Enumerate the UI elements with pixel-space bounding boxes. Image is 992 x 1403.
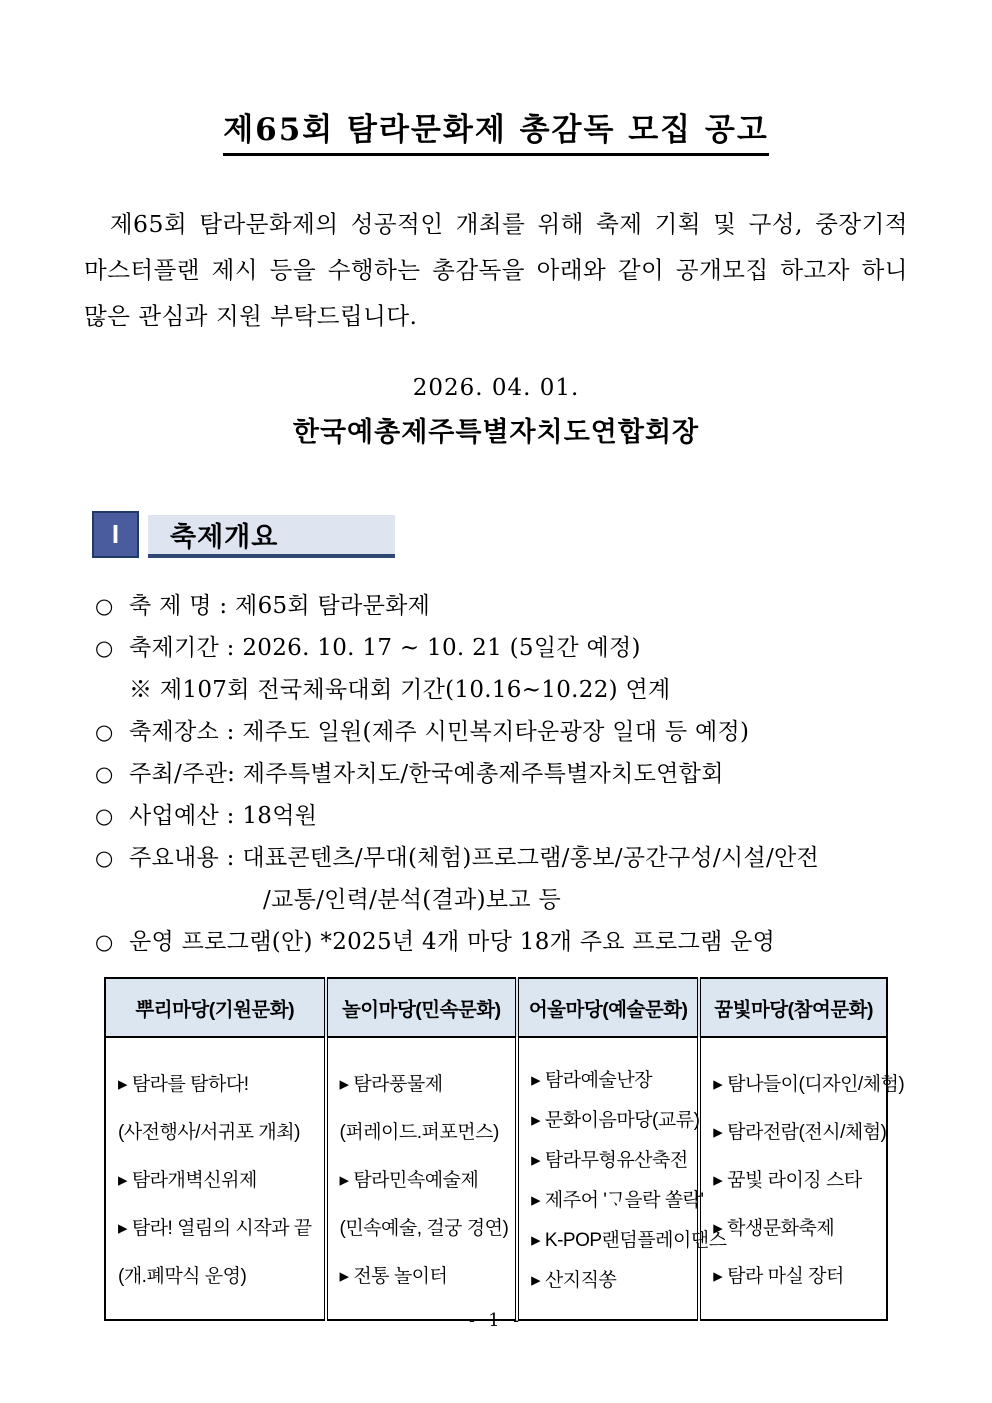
program-list <box>118 1069 318 1288</box>
program-item: ▸ 산지직쏭 <box>531 1270 617 1291</box>
overview-item-text: 축제기간 : 2026. 10. 17 ~ 10. 21 (5일간 예정) <box>129 635 641 661</box>
overview-item-continuation <box>95 881 932 923</box>
program-item: ▸ 탐라 마실 장터 <box>713 1266 844 1287</box>
table-cell-participation <box>699 1037 905 1320</box>
program-item: ▸ 탐라풍물제 <box>339 1074 443 1095</box>
bullet-circle-icon: ○ <box>95 804 114 828</box>
program-table <box>104 977 905 1321</box>
bullet-circle-icon: ○ <box>95 930 114 954</box>
overview-note-text: ※ 제107회 전국체육대회 기간(10.16~10.22) 연계 <box>129 677 671 703</box>
section-title: 축제개요 <box>148 515 395 558</box>
overview-note <box>95 671 932 713</box>
program-item: ▸ 탐라! 열림의 시작과 끝 <box>118 1218 312 1239</box>
bullet-circle-icon: ○ <box>95 720 114 744</box>
table-body-row <box>105 1037 887 1320</box>
overview-item-text: 운영 프로그램(안) *2025년 4개 마당 18개 주요 프로그램 운영 <box>129 929 776 955</box>
program-item: (퍼레이드.퍼포먼스) <box>339 1122 499 1143</box>
program-item: ▸ 탐라개벽신위제 <box>118 1170 257 1191</box>
program-list <box>713 1069 905 1288</box>
program-item: ▸ 탐라예술난장 <box>531 1070 653 1091</box>
table-header-row <box>105 978 887 1037</box>
program-item: ▸ 탐라전람(전시/체험) <box>713 1122 887 1143</box>
page-number: - 1 - <box>468 1311 524 1331</box>
overview-item <box>95 923 932 965</box>
section-numeral-badge: I <box>92 511 139 558</box>
program-item: (민속예술, 걸궁 경연) <box>339 1218 509 1239</box>
overview-item <box>95 629 932 671</box>
document-title <box>0 0 992 149</box>
bullet-circle-icon: ○ <box>95 594 114 618</box>
program-item: ▸ 탐라민속예술제 <box>339 1170 479 1191</box>
bullet-circle-icon: ○ <box>95 846 114 870</box>
overview-item-text: 사업예산 : 18억원 <box>129 803 318 829</box>
overview-item-text: 주요내용 : 대표콘텐츠/무대(체험)프로그램/홍보/공간구성/시설/안전 <box>129 845 820 871</box>
table-cell-play <box>326 1037 518 1320</box>
overview-item <box>95 755 932 797</box>
program-item: ▸ 꿈빛 라이징 스타 <box>713 1170 862 1191</box>
table-cell-roots <box>105 1037 326 1320</box>
program-list <box>531 1065 727 1292</box>
bullet-circle-icon: ○ <box>95 762 114 786</box>
overview-item <box>95 713 932 755</box>
signature-line: 한국예총제주특별자치도연합회장 <box>292 417 700 448</box>
program-item: ▸ 탐나들이(디자인/체험) <box>713 1074 905 1095</box>
table-cell-arts <box>517 1037 727 1320</box>
overview-item-text: 축 제 명 : 제65회 탐라문화제 <box>129 593 431 619</box>
date-line: 2026. 04. 01. <box>412 375 580 401</box>
overview-item-text: /교통/인력/분석(결과)보고 등 <box>263 887 562 913</box>
overview-item <box>95 797 932 839</box>
bullet-circle-icon: ○ <box>95 636 114 660</box>
overview-item <box>95 839 932 881</box>
program-item: (사전행사/서귀포 개최) <box>118 1122 300 1143</box>
document-title-text: 제65회 탐라문화제 총감독 모집 공고 <box>223 112 769 156</box>
overview-item-text: 주최/주관: 제주특별자치도/한국예총제주특별자치도연합회 <box>129 761 724 787</box>
intro-paragraph: 제65회 탐라문화제의 성공적인 개최를 위해 축제 기획 및 구성, 중장기적 마스터플랜 제시 등을 수행하는 총감독을 아래와 같이 공개모집 하고자 하니 많은 관심과 지원 부탁드립니다. <box>84 210 908 330</box>
table-header-cell: 놀이마당(민속문화) <box>326 978 518 1037</box>
program-item: ▸ 탐라무형유산축전 <box>531 1150 688 1171</box>
section-header <box>92 511 992 561</box>
program-item: ▸ 학생문화축제 <box>713 1218 835 1239</box>
table-header-cell: 꿈빛마당(참여문화) <box>699 978 887 1037</box>
overview-item-text: 축제장소 : 제주도 일원(제주 시민복지타운광장 일대 등 예정) <box>129 719 750 745</box>
program-item: (개.폐막식 운영) <box>118 1266 247 1287</box>
program-item: ▸ K-POP랜덤플레이댄스 <box>531 1230 727 1251</box>
program-item: ▸ 전통 놀이터 <box>339 1266 448 1287</box>
program-list <box>340 1069 510 1288</box>
program-item: ▸ 제주어 'ᄀᆞ을락 쏠락' <box>531 1190 704 1211</box>
table-header-cell: 어울마당(예술문화) <box>517 978 699 1037</box>
overview-item <box>95 587 932 629</box>
program-item: ▸ 탐라를 탐하다! <box>118 1074 249 1095</box>
overview-list <box>95 587 932 965</box>
table-header-cell: 뿌리마당(기원문화) <box>105 978 326 1037</box>
program-item: ▸ 문화이음마당(교류) <box>531 1110 700 1131</box>
